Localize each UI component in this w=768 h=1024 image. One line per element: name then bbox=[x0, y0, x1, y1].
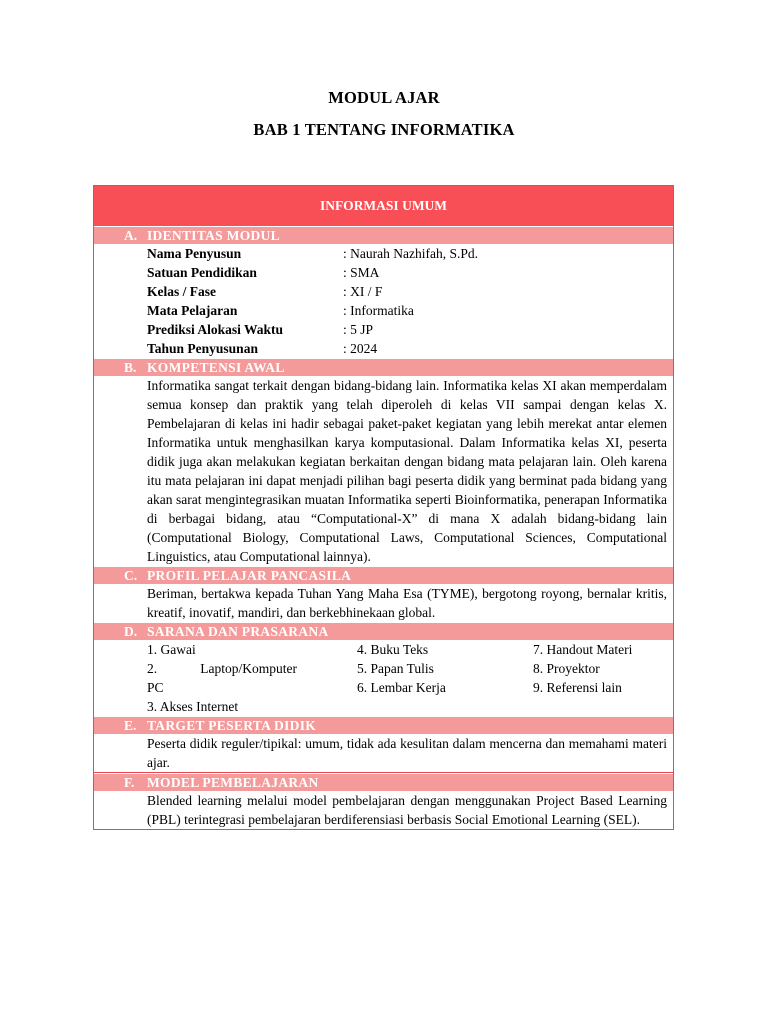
section-letter: C. bbox=[124, 568, 138, 583]
sarana-list bbox=[94, 640, 673, 716]
section-title: MODEL PEMBELAJARAN bbox=[147, 775, 319, 790]
profil-text: Beriman, bertakwa kepada Tuhan Yang Maha Esa (TYME), bergotong royong, bernalar kritis, kreatif, inovatif, mandiri, dan berkebhinekaan global. bbox=[147, 586, 667, 620]
list-item-continuation: PC bbox=[147, 680, 164, 695]
list-item bbox=[147, 659, 297, 678]
identity-label: Mata Pelajaran bbox=[147, 303, 238, 318]
section-header-target bbox=[94, 716, 673, 734]
section-header-identitas bbox=[94, 226, 673, 244]
list-item: 3. Akses Internet bbox=[147, 699, 239, 714]
section-header-profil bbox=[94, 566, 673, 584]
identity-label: Kelas / Fase bbox=[147, 284, 216, 299]
identity-label: Tahun Penyusunan bbox=[147, 341, 258, 356]
identity-row bbox=[147, 339, 667, 358]
identitas-content bbox=[94, 244, 673, 358]
table-header: INFORMASI UMUM bbox=[94, 186, 673, 226]
identity-label: Prediksi Alokasi Waktu bbox=[147, 322, 284, 337]
identity-value: : Informatika bbox=[343, 303, 414, 318]
identity-row bbox=[147, 263, 667, 282]
list-item: 9. Referensi lain bbox=[533, 680, 622, 695]
section-letter: E. bbox=[124, 718, 137, 733]
identity-label: Nama Penyusun bbox=[147, 246, 242, 261]
section-title: TARGET PESERTA DIDIK bbox=[147, 718, 317, 733]
list-item: 8. Proyektor bbox=[533, 661, 600, 676]
identity-row bbox=[147, 244, 667, 263]
list-item-number: 2. bbox=[147, 661, 158, 676]
section-header-kompetensi bbox=[94, 358, 673, 376]
section-header-model bbox=[94, 773, 673, 791]
section-title: KOMPETENSI AWAL bbox=[147, 360, 285, 375]
list-item-text: Laptop/Komputer bbox=[200, 661, 297, 676]
list-item: 4. Buku Teks bbox=[357, 642, 429, 657]
document-title: MODUL AJAR bbox=[328, 88, 440, 107]
list-item: 7. Handout Materi bbox=[533, 642, 633, 657]
identity-value: : Naurah Nazhifah, S.Pd. bbox=[343, 246, 478, 261]
section-title: SARANA DAN PRASARANA bbox=[147, 624, 329, 639]
identity-value: : 2024 bbox=[343, 341, 378, 356]
identity-label: Satuan Pendidikan bbox=[147, 265, 257, 280]
section-letter: D. bbox=[124, 624, 138, 639]
sarana-column bbox=[357, 640, 533, 716]
info-table bbox=[93, 185, 674, 830]
list-item: 6. Lembar Kerja bbox=[357, 680, 446, 695]
list-item: 5. Papan Tulis bbox=[357, 661, 434, 676]
identity-row bbox=[147, 301, 667, 320]
identity-value: : SMA bbox=[343, 265, 380, 280]
identity-value: : 5 JP bbox=[343, 322, 374, 337]
section-letter: F. bbox=[124, 775, 135, 790]
document-subtitle: BAB 1 TENTANG INFORMATIKA bbox=[253, 120, 515, 139]
kompetensi-text: Informatika sangat terkait dengan bidang-bidang lain. Informatika kelas XI akan memperdalam semua konsep dan praktik yang telah diperoleh di kelas VII sampai dengan kelas X. Pembelajaran di kelas ini hadir sebagai paket-paket kegiatan yang lebih merekat antar elemen Informatika untuk menghasilkan karya komputasional. Dalam Informatika kelas XI, peserta didik juga akan melakukan kegiatan berkaitan dengan bidang mata pelajaran lain. Oleh karena itu mata pelajaran ini dapat menjadi pilihan bagi peserta didik yang berminat pada bidang yang akan sarat mengintegrasikan muatan Informatika seperti Bioinformatika, penerapan Informatika di berbagai bidang, atau “Computational-X” di mana X adalah bidang-bidang lain (Computational Biology, Computational Laws, Computational Sciences, Computational Linguistics, atau Computational lainnya). bbox=[147, 378, 667, 564]
identity-row bbox=[147, 282, 667, 301]
identity-row bbox=[147, 320, 667, 339]
identity-value: : XI / F bbox=[343, 284, 383, 299]
section-title: IDENTITAS MODUL bbox=[147, 228, 280, 243]
section-header-sarana bbox=[94, 622, 673, 640]
sarana-column bbox=[147, 640, 357, 716]
list-item: 1. Gawai bbox=[147, 642, 196, 657]
target-text: Peserta didik reguler/tipikal: umum, tidak ada kesulitan dalam mencerna dan memahami materi ajar. bbox=[147, 736, 667, 770]
section-title: PROFIL PELAJAR PANCASILA bbox=[147, 568, 352, 583]
section-letter: B. bbox=[124, 360, 137, 375]
section-letter: A. bbox=[124, 228, 138, 243]
sarana-column bbox=[533, 640, 667, 716]
model-text: Blended learning melalui model pembelajaran dengan menggunakan Project Based Learning (PBL) terintegrasi pembelajaran berdiferensiasi berbasis Social Emotional Learning (SEL). bbox=[147, 793, 667, 827]
